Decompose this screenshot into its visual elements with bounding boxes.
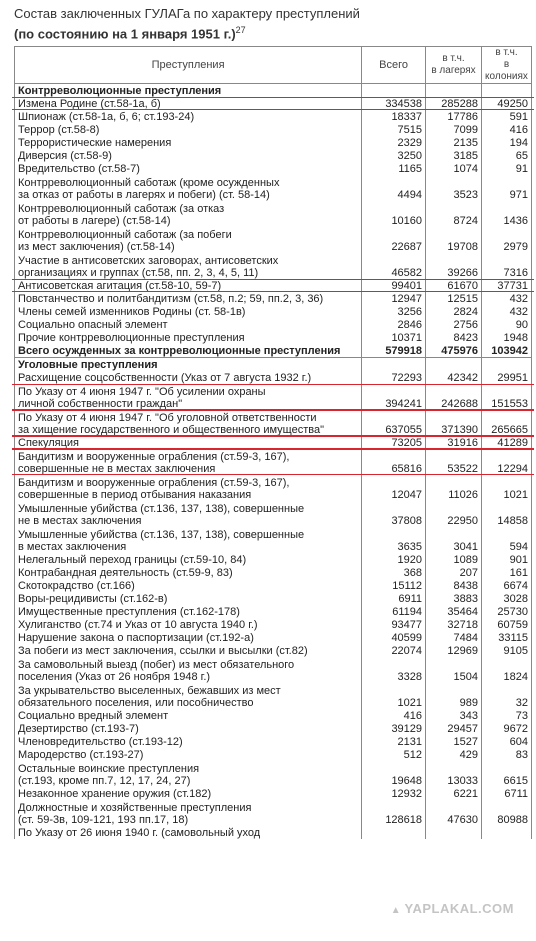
cell-total: 512	[362, 748, 426, 761]
highlight-rule	[12, 436, 534, 437]
cell-colonies: 65	[481, 149, 531, 162]
cell-total: 128618	[362, 800, 426, 826]
row-label: Спекуляция	[15, 436, 362, 449]
row-label: Контрреволюционные преступления	[15, 84, 362, 98]
table-row	[15, 449, 532, 475]
table-row	[15, 618, 532, 631]
table-row	[15, 318, 532, 331]
cell-total: 6911	[362, 592, 426, 605]
cell-camps: 7484	[426, 631, 482, 644]
row-label: Членовредительство (ст.193-12)	[15, 735, 362, 748]
row-label: Умышленные убийства (ст.136, 137, 138), совершенные не в местах заключения	[15, 501, 362, 527]
cell-camps	[426, 826, 482, 839]
table-row	[15, 748, 532, 761]
row-label: Члены семей изменников Родины (ст. 58-1в)	[15, 305, 362, 318]
highlight-rule	[12, 109, 534, 110]
table-row	[15, 371, 532, 384]
table-row	[15, 475, 532, 501]
cell-camps: 32718	[426, 618, 482, 631]
cell-total: 2329	[362, 136, 426, 149]
row-label: Скотокрадство (ст.166)	[15, 579, 362, 592]
table-header-row	[15, 47, 532, 84]
cell-total: 37808	[362, 501, 426, 527]
cell-colonies: 151553	[481, 384, 531, 410]
row-label: Террор (ст.58-8)	[15, 123, 362, 136]
row-label: Антисоветская агитация (ст.58-10, 59-7)	[15, 279, 362, 292]
row-label: Повстанчество и политбандитизм (ст.58, п.2; 59, пп.2, 3, 36)	[15, 292, 362, 305]
cell-colonies: 25730	[481, 605, 531, 618]
row-label: Бандитизм и вооруженные ограбления (ст.59-3, 167), совершенные в период отбывания наказания	[15, 475, 362, 501]
cell-camps: 8438	[426, 579, 482, 592]
table-row	[15, 384, 532, 410]
row-label: Нарушение закона о паспортизации (ст.192-а)	[15, 631, 362, 644]
row-label: Незаконное хранение оружия (ст.182)	[15, 787, 362, 800]
cell-colonies: 90	[481, 318, 531, 331]
row-label: За укрывательство выселенных, бежавших из мест обязательного поселения, или пособничество	[15, 683, 362, 709]
table-row	[15, 344, 532, 358]
caption-date: (по состоянию на 1 января 1951 г.)	[14, 26, 236, 42]
cell-camps: 39266	[426, 253, 482, 279]
caption-line-1: Состав заключенных ГУЛАГа по характеру преступлений	[14, 6, 360, 21]
cell-total: 12947	[362, 292, 426, 305]
cell-colonies: 91	[481, 162, 531, 175]
table-row	[15, 735, 532, 748]
table-row	[15, 136, 532, 149]
cell-colonies: 416	[481, 123, 531, 136]
cell-total: 61194	[362, 605, 426, 618]
row-label: Должностные и хозяйственные преступления (ст. 59-3в, 109-121, 193 пп.17, 18)	[15, 800, 362, 826]
table-row	[15, 605, 532, 618]
table-row	[15, 175, 532, 201]
cell-total: 368	[362, 566, 426, 579]
cell-camps: 42342	[426, 371, 482, 384]
cell-camps: 35464	[426, 605, 482, 618]
table-row	[15, 305, 532, 318]
row-label: Бандитизм и вооруженные ограбления (ст.59-3, 167), совершенные не в местах заключения	[15, 449, 362, 475]
cell-colonies: 971	[481, 175, 531, 201]
row-label: Уголовные преступления	[15, 358, 362, 372]
cell-colonies: 1824	[481, 657, 531, 683]
cell-total: 12932	[362, 787, 426, 800]
table-row	[15, 527, 532, 553]
cell-colonies: 1436	[481, 201, 531, 227]
cell-camps: 29457	[426, 722, 482, 735]
table-row	[15, 292, 532, 305]
table-row	[15, 579, 532, 592]
row-label: По Указу от 26 июня 1940 г. (самовольный уход	[15, 826, 362, 839]
cell-total: 637055	[362, 410, 426, 436]
table-row	[15, 761, 532, 787]
cell-colonies: 29951	[481, 371, 531, 384]
row-label: Диверсия (ст.58-9)	[15, 149, 362, 162]
cell-colonies: 9105	[481, 644, 531, 657]
cell-camps: 3883	[426, 592, 482, 605]
cell-total: 12047	[362, 475, 426, 501]
cell-colonies: 6711	[481, 787, 531, 800]
cell-colonies: 32	[481, 683, 531, 709]
table-row	[15, 123, 532, 136]
cell-camps: 22950	[426, 501, 482, 527]
cell-colonies: 41289	[481, 436, 531, 449]
table-row	[15, 501, 532, 527]
caption-line-2	[14, 22, 360, 42]
cell-colonies: 6674	[481, 579, 531, 592]
cell-total: 1021	[362, 683, 426, 709]
cell-camps: 31916	[426, 436, 482, 449]
cell-total: 1165	[362, 162, 426, 175]
cell-camps: 61670	[426, 279, 482, 292]
watermark-logo: ▲ YAPLAKAL.COM	[391, 901, 514, 916]
table-row	[15, 722, 532, 735]
row-label: За побеги из мест заключения, ссылки и высылки (ст.82)	[15, 644, 362, 657]
highlight-rule	[12, 279, 534, 280]
cell-total: 46582	[362, 253, 426, 279]
cell-total: 73205	[362, 436, 426, 449]
cell-colonies: 591	[481, 110, 531, 123]
cell-total: 1920	[362, 553, 426, 566]
cell-camps: 1504	[426, 657, 482, 683]
cell-camps: 343	[426, 709, 482, 722]
cell-total: 3635	[362, 527, 426, 553]
cell-camps: 8724	[426, 201, 482, 227]
cell-colonies: 9672	[481, 722, 531, 735]
table-row	[15, 683, 532, 709]
cell-total: 2846	[362, 318, 426, 331]
cell-total: 10371	[362, 331, 426, 344]
cell-colonies	[481, 358, 531, 372]
cell-total: 7515	[362, 123, 426, 136]
cell-camps: 53522	[426, 449, 482, 475]
row-label: Контрабандная деятельность (ст.59-9, 83)	[15, 566, 362, 579]
cell-total: 3256	[362, 305, 426, 318]
cell-camps: 1074	[426, 162, 482, 175]
cell-total: 15112	[362, 579, 426, 592]
cell-total: 416	[362, 709, 426, 722]
cell-total: 2131	[362, 735, 426, 748]
table-row	[15, 149, 532, 162]
column-header-crimes: Преступления	[15, 47, 362, 84]
cell-camps: 6221	[426, 787, 482, 800]
cell-camps: 17786	[426, 110, 482, 123]
cell-total	[362, 826, 426, 839]
cell-colonies	[481, 826, 531, 839]
cell-camps: 2824	[426, 305, 482, 318]
cell-camps: 285288	[426, 97, 482, 110]
cell-camps: 7099	[426, 123, 482, 136]
cell-camps: 13033	[426, 761, 482, 787]
cell-camps: 989	[426, 683, 482, 709]
row-label: Прочие контрреволюционные преступления	[15, 331, 362, 344]
cell-camps: 1527	[426, 735, 482, 748]
table-row	[15, 410, 532, 436]
row-label: За самовольный выезд (побег) из мест обязательного поселения (Указ от 26 ноября 1948 г.)	[15, 657, 362, 683]
cell-camps: 242688	[426, 384, 482, 410]
row-label: Хулиганство (ст.74 и Указ от 10 августа 1940 г.)	[15, 618, 362, 631]
cell-camps: 3041	[426, 527, 482, 553]
cell-camps: 47630	[426, 800, 482, 826]
table-row	[15, 566, 532, 579]
cell-colonies: 2979	[481, 227, 531, 253]
table-caption	[14, 6, 360, 42]
cell-colonies: 60759	[481, 618, 531, 631]
cell-camps: 429	[426, 748, 482, 761]
cell-colonies: 901	[481, 553, 531, 566]
cell-total: 10160	[362, 201, 426, 227]
cell-colonies: 49250	[481, 97, 531, 110]
cell-camps: 1089	[426, 553, 482, 566]
cell-colonies: 161	[481, 566, 531, 579]
cell-colonies: 73	[481, 709, 531, 722]
row-label: Дезертирство (ст.193-7)	[15, 722, 362, 735]
row-label: Всего осужденных за контрреволюционные преступления	[15, 344, 362, 358]
cell-camps: 2135	[426, 136, 482, 149]
cell-camps: 8423	[426, 331, 482, 344]
cell-camps: 11026	[426, 475, 482, 501]
cell-colonies: 33115	[481, 631, 531, 644]
cell-colonies: 83	[481, 748, 531, 761]
row-label: Умышленные убийства (ст.136, 137, 138), совершенные в местах заключения	[15, 527, 362, 553]
cell-total: 579918	[362, 344, 426, 358]
cell-camps: 2756	[426, 318, 482, 331]
highlight-rule	[12, 449, 534, 450]
cell-colonies: 14858	[481, 501, 531, 527]
row-label: Участие в антисоветских заговорах, антисоветских организациях и группах (ст.58, пп. 2, 3, 4, 5, 11)	[15, 253, 362, 279]
row-label: Имущественные преступления (ст.162-178)	[15, 605, 362, 618]
cell-total: 4494	[362, 175, 426, 201]
gulag-crimes-table	[14, 46, 532, 839]
cell-camps: 475976	[426, 344, 482, 358]
row-label: Социально вредный элемент	[15, 709, 362, 722]
table-body	[15, 84, 532, 840]
row-label: Контрреволюционный саботаж (за побеги из мест заключения) (ст.58-14)	[15, 227, 362, 253]
table-row	[15, 787, 532, 800]
row-label: Нелегальный переход границы (ст.59-10, 84)	[15, 553, 362, 566]
row-label: Социально опасный элемент	[15, 318, 362, 331]
row-label: Контрреволюционный саботаж (кроме осужденных за отказ от работы в лагерях и побеги) (ст. 58-14)	[15, 175, 362, 201]
row-label: Контрреволюционный саботаж (за отказ от работы в лагере) (ст.58-14)	[15, 201, 362, 227]
table-row	[15, 110, 532, 123]
cell-colonies: 6615	[481, 761, 531, 787]
cell-total: 39129	[362, 722, 426, 735]
table-row	[15, 800, 532, 826]
cell-colonies: 37731	[481, 279, 531, 292]
row-label: Расхищение соцсобственности (Указ от 7 августа 1932 г.)	[15, 371, 362, 384]
cell-colonies: 3028	[481, 592, 531, 605]
cell-colonies: 432	[481, 292, 531, 305]
table-row	[15, 253, 532, 279]
highlight-rule	[12, 97, 534, 98]
row-label: По Указу от 4 июня 1947 г. "Об уголовной ответственности за хищение государственного и общественного имущества"	[15, 410, 362, 436]
cell-colonies: 194	[481, 136, 531, 149]
row-label: Воры-рецидивисты (ст.162-в)	[15, 592, 362, 605]
cell-total: 72293	[362, 371, 426, 384]
table-row	[15, 657, 532, 683]
table-row	[15, 826, 532, 839]
column-header-camps: в т.ч. в лагерях	[426, 47, 482, 84]
cell-camps: 12969	[426, 644, 482, 657]
highlight-rule	[12, 384, 534, 385]
cell-colonies: 7316	[481, 253, 531, 279]
row-label: Вредительство (ст.58-7)	[15, 162, 362, 175]
table-row	[15, 84, 532, 98]
cell-colonies: 1021	[481, 475, 531, 501]
table-row	[15, 631, 532, 644]
cell-camps: 3523	[426, 175, 482, 201]
highlight-rule	[12, 291, 534, 292]
cell-colonies: 1948	[481, 331, 531, 344]
row-label: По Указу от 4 июня 1947 г. "Об усилении охраны личной собственности граждан"	[15, 384, 362, 410]
cell-colonies	[481, 84, 531, 98]
cell-camps	[426, 84, 482, 98]
cell-total: 65816	[362, 449, 426, 475]
cell-camps: 207	[426, 566, 482, 579]
cell-total: 40599	[362, 631, 426, 644]
highlight-rule	[12, 410, 534, 411]
cell-total: 93477	[362, 618, 426, 631]
cell-colonies: 80988	[481, 800, 531, 826]
cell-camps: 19708	[426, 227, 482, 253]
highlight-rule	[12, 474, 534, 475]
cell-total: 22687	[362, 227, 426, 253]
table-row	[15, 553, 532, 566]
table-row	[15, 358, 532, 372]
table-row	[15, 162, 532, 175]
cell-total: 334538	[362, 97, 426, 110]
cell-total	[362, 358, 426, 372]
cell-camps	[426, 358, 482, 372]
table-row	[15, 709, 532, 722]
cell-colonies: 594	[481, 527, 531, 553]
cell-colonies: 265665	[481, 410, 531, 436]
table-row	[15, 592, 532, 605]
cell-total: 3328	[362, 657, 426, 683]
row-label: Измена Родине (ст.58-1а, б)	[15, 97, 362, 110]
cell-colonies: 432	[481, 305, 531, 318]
footnote-ref: 27	[235, 25, 246, 35]
column-header-colonies: в т.ч. в колониях	[481, 47, 531, 84]
row-label: Шпионаж (ст.58-1а, б, 6; ст.193-24)	[15, 110, 362, 123]
row-label: Террористические намерения	[15, 136, 362, 149]
cell-colonies: 604	[481, 735, 531, 748]
table-row	[15, 644, 532, 657]
cell-total	[362, 84, 426, 98]
row-label: Остальные воинские преступления (ст.193, кроме пп.7, 12, 17, 24, 27)	[15, 761, 362, 787]
cell-camps: 371390	[426, 410, 482, 436]
table-row	[15, 331, 532, 344]
row-label: Мародерство (ст.193-27)	[15, 748, 362, 761]
column-header-total: Всего	[362, 47, 426, 84]
cell-total: 99401	[362, 279, 426, 292]
cell-total: 394241	[362, 384, 426, 410]
cell-total: 22074	[362, 644, 426, 657]
cell-camps: 3185	[426, 149, 482, 162]
cell-colonies: 103942	[481, 344, 531, 358]
table-row	[15, 227, 532, 253]
table-row	[15, 201, 532, 227]
cell-camps: 12515	[426, 292, 482, 305]
cell-total: 18337	[362, 110, 426, 123]
cell-colonies: 12294	[481, 449, 531, 475]
cell-total: 3250	[362, 149, 426, 162]
cell-total: 19648	[362, 761, 426, 787]
